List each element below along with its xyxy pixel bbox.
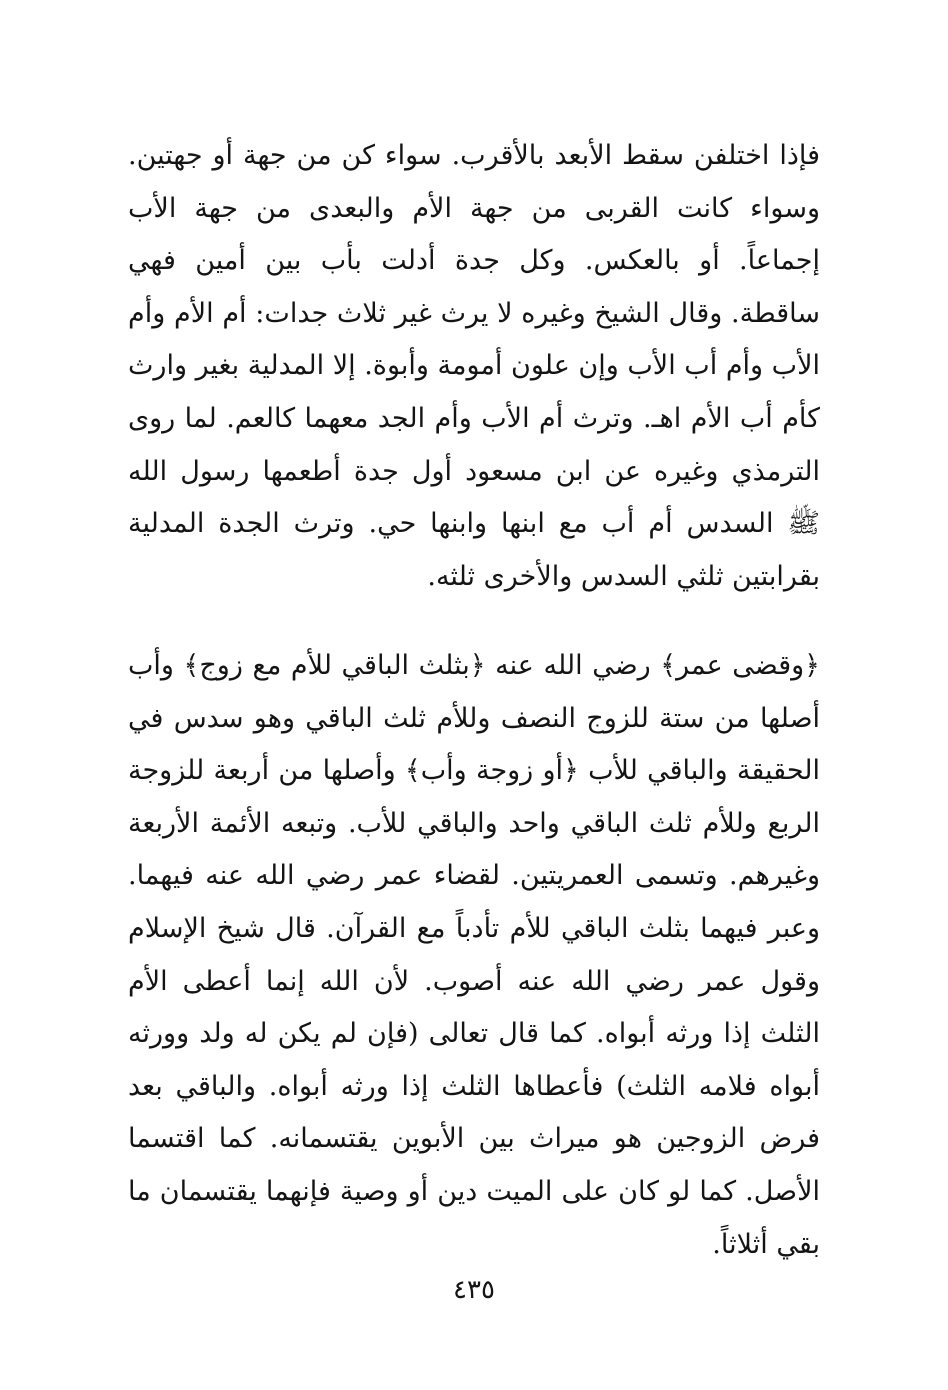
page-number: ٤٣٥ [453, 1275, 495, 1305]
paragraph-grandmothers-inheritance: فإذا اختلفن سقط الأبعد بالأقرب. سواء كن من جهة أو جهتين. وسواء كانت القربى من جهة الأم والبعدى من جهة الأب إجماعاً. أو بالعكس. وكل جدة أدلت بأب بين أمين فهي ساقطة. وقال الشيخ وغيره لا يرث غير ثلاث جدات: أم الأم وأم الأب وأم أب الأب وإن علون أمومة وأبوة. إلا المدلية بغير وارث كأم أب الأم اهـ. وترث أم الأب وأم الجد معهما كالعم. لما روى الترمذي وغيره عن ابن مسعود أول جدة أطعمها رسول الله ﷺ السدس أم أب مع ابنها وابنها حي. وترث الجدة المدلية بقرابتين ثلثي السدس والأخرى ثلثه. [128, 140, 820, 592]
paragraph-umariyyatan: ﴿وقضى عمر﴾ رضي الله عنه ﴿بثلث الباقي للأم مع زوج﴾ وأب أصلها من ستة للزوج النصف وللأم ثلث الباقي وهو سدس في الحقيقة والباقي للأب ﴿أو زوجة وأب﴾ وأصلها من أربعة للزوجة الربع وللأم ثلث الباقي واحد والباقي للأب. وتبعه الأئمة الأربعة وغيرهم. وتسمى العمريتين. لقضاء عمر رضي الله عنه فيهما. وعبر فيهما بثلث الباقي للأم تأدباً مع القرآن. قال شيخ الإسلام وقول عمر رضي الله عنه أصوب. لأن الله إنما أعطى الأم الثلث إذا ورثه أبواه. كما قال تعالى (فإن لم يكن له ولد وورثه أبواه فلامه الثلث) فأعطاها الثلث إذا ورثه أبواه. والباقي بعد فرض الزوجين هو ميراث بين الأبوين يقتسمانه. كما اقتسما الأصل. كما لو كان على الميت دين أو وصية فإنهما يقتسمان ما بقي أثلاثاً. [128, 650, 820, 1260]
